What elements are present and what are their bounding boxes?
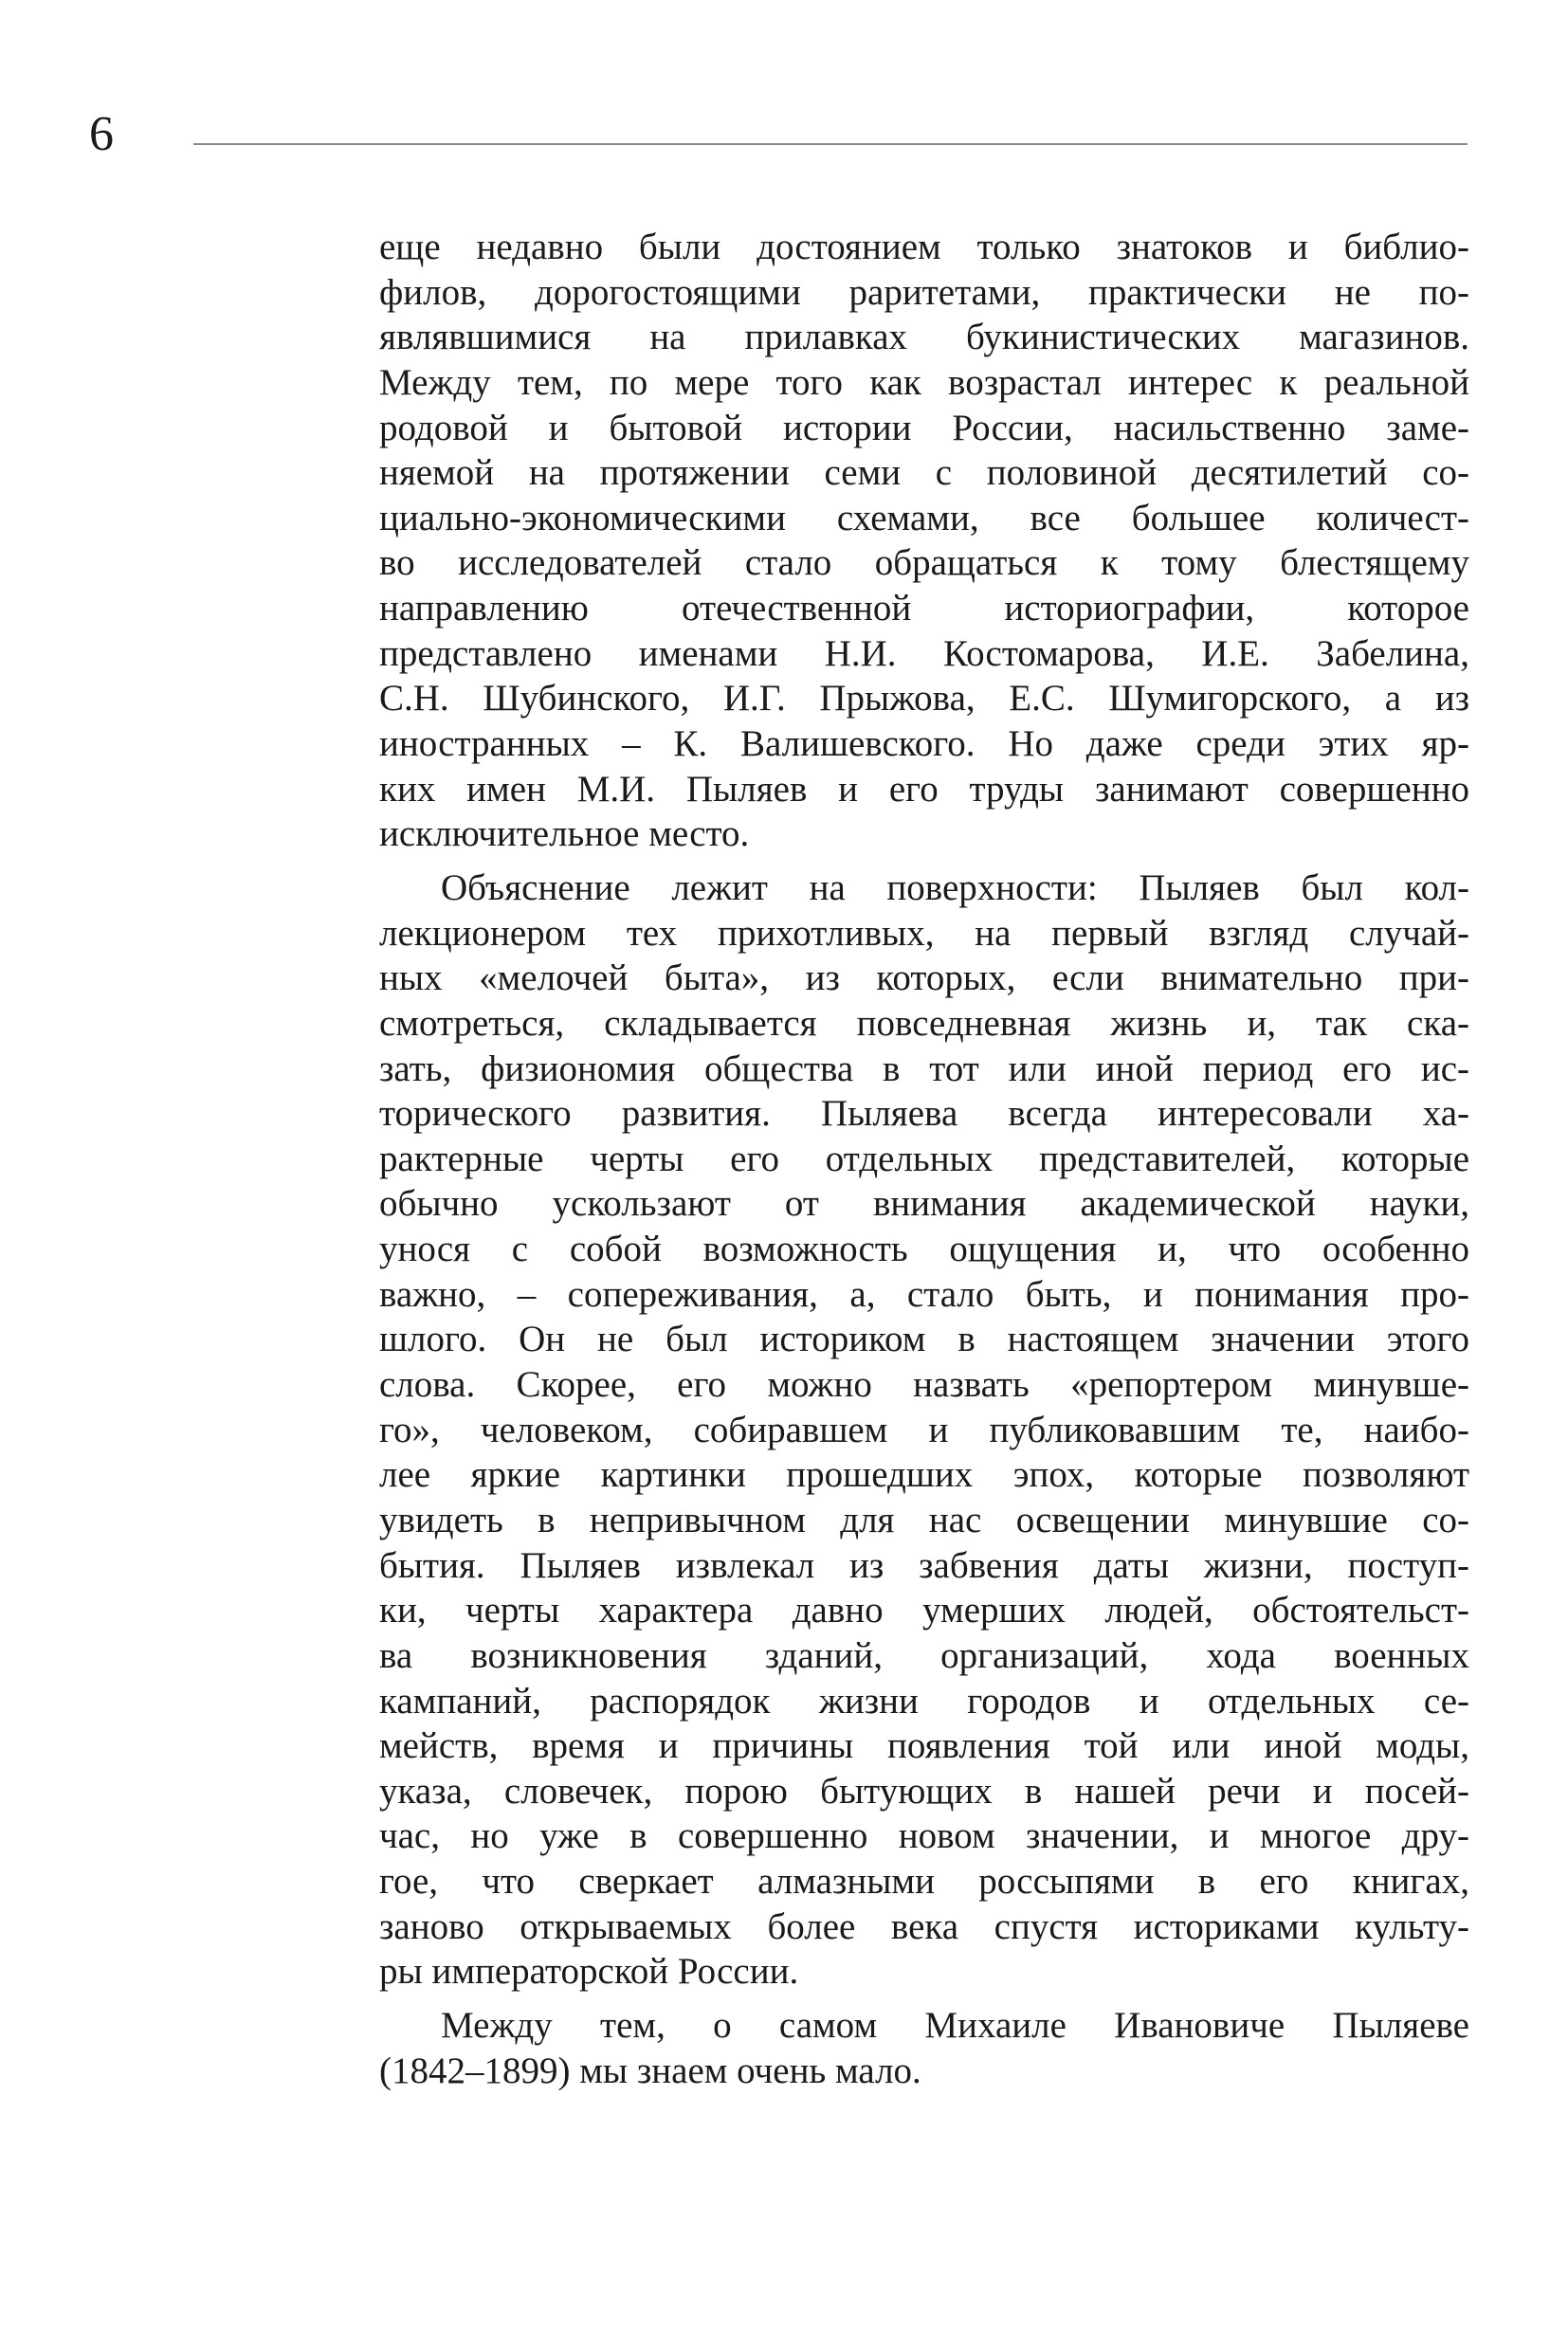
paragraph bbox=[379, 866, 1469, 1995]
text-line: го», человеком, собиравшем и публиковавшим те, наибо- bbox=[379, 1409, 1469, 1450]
text-line: торического развития. Пыляева всегда интересовали ха- bbox=[379, 1093, 1469, 1135]
text-line: ки, черты характера давно умерших людей, обстоятельст- bbox=[379, 1590, 1469, 1631]
text-line: няемой на протяжении семи с половиной десятилетий со- bbox=[379, 452, 1469, 494]
text-line: Объяснение лежит на поверхности: Пыляев был кол- bbox=[441, 866, 1469, 908]
text-line: представлено именами Н.И. Костомарова, И.Е. Забелина, bbox=[379, 632, 1469, 674]
text-line: бытия. Пыляев извлекал из забвения даты жизни, поступ- bbox=[379, 1544, 1469, 1586]
text-line: филов, дорогостоящими раритетами, практически не по- bbox=[379, 271, 1469, 313]
text-line: (1842–1899) мы знаем очень мало. bbox=[379, 2050, 921, 2091]
header-rule bbox=[193, 143, 1468, 145]
text-line: иностранных – К. Валишевского. Но даже среди этих яр- bbox=[379, 723, 1469, 765]
text-line: важно, – сопереживания, а, стало быть, и понимания про- bbox=[379, 1273, 1469, 1315]
text-line: гое, что сверкает алмазными россыпями в его книгах, bbox=[379, 1861, 1469, 1903]
text-line: ких имен М.И. Пыляев и его труды занимают совершенно bbox=[379, 768, 1469, 810]
text-line: шлого. Он не был историком в настоящем значении этого bbox=[379, 1319, 1469, 1360]
text-line: направлению отечественной историографии, которое bbox=[379, 588, 1469, 629]
text-line: зать, физиономия общества в тот или иной период его ис- bbox=[379, 1048, 1469, 1089]
text-line: час, но уже в совершенно новом значении, и многое дру- bbox=[379, 1815, 1469, 1857]
text-line: лее яркие картинки прошедших эпох, которые позволяют bbox=[379, 1454, 1469, 1496]
text-line: Между тем, по мере того как возрастал интерес к реальной bbox=[379, 361, 1469, 403]
page-number: 6 bbox=[89, 107, 114, 161]
text-line: смотреться, складывается повседневная жизнь и, так ска- bbox=[379, 1002, 1469, 1044]
text-line: циально-экономическими схемами, все большее количест- bbox=[379, 497, 1469, 538]
paragraph bbox=[379, 2003, 1469, 2093]
text-line: слова. Скорее, его можно назвать «репортером минувше- bbox=[379, 1364, 1469, 1406]
text-line: унося с собой возможность ощущения и, что особенно bbox=[379, 1229, 1469, 1270]
text-line: указа, словечек, порою бытующих в нашей речи и посей- bbox=[379, 1770, 1469, 1812]
text-line: кампаний, распорядок жизни городов и отдельных се- bbox=[379, 1680, 1469, 1722]
text-line: обычно ускользают от внимания академической науки, bbox=[379, 1183, 1469, 1225]
text-line: родовой и бытовой истории России, насильственно заме- bbox=[379, 407, 1469, 448]
text-line: ва возникновения зданий, организаций, хода военных bbox=[379, 1634, 1469, 1676]
text-line: еще недавно были достоянием только знатоков и библио- bbox=[379, 227, 1469, 267]
text-line: являвшимися на прилавках букинистических магазинов. bbox=[379, 317, 1469, 358]
text-line: рактерные черты его отдельных представителей, которые bbox=[379, 1138, 1469, 1179]
text-line: ных «мелочей быта», из которых, если внимательно при- bbox=[379, 957, 1469, 999]
text-line: лекционером тех прихотливых, на первый взгляд случай- bbox=[379, 912, 1469, 954]
paragraph bbox=[379, 225, 1469, 857]
text-line: увидеть в непривычном для нас освещении минувшие со- bbox=[379, 1499, 1469, 1540]
text-line: исключительное место. bbox=[379, 813, 750, 855]
text-line: ры императорской России. bbox=[379, 1951, 799, 1993]
body-text bbox=[379, 225, 1469, 2093]
text-line: мейств, время и причины появления той или иной моды, bbox=[379, 1725, 1469, 1767]
text-line: С.Н. Шубинского, И.Г. Прыжова, Е.С. Шумигорского, а из bbox=[379, 678, 1469, 720]
text-line: Между тем, о самом Михаиле Ивановиче Пыляеве bbox=[441, 2004, 1469, 2046]
text-line: во исследователей стало обращаться к тому блестящему bbox=[379, 542, 1469, 584]
text-line: заново открываемых более века спустя историками культу- bbox=[379, 1905, 1469, 1947]
